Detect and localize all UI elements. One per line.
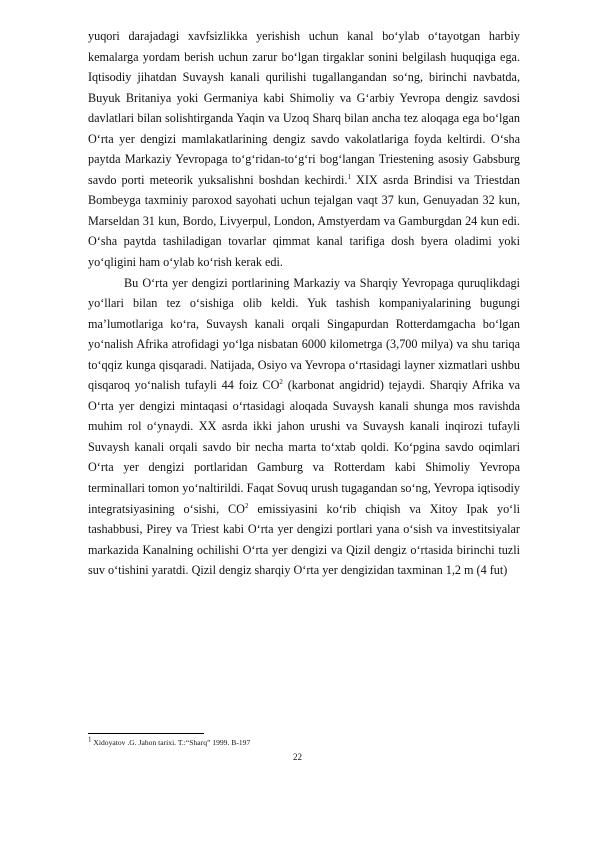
subscript-2: 2 [279, 378, 283, 387]
subscript-2: 2 [244, 501, 249, 510]
paragraph-text: Bu O‘rta yer dengizi portlarining Markaziy va Sharqiy Yevropaga quruqlikdagi yo‘llari bilan tez o‘sishiga olib keldi. Yuk tashish kompaniyalarining bugungi ma’lumotlariga ko‘ra, Suvaysh kanali orqali Singapurdan Rotterdamgacha bo‘lgan yo‘nalish Afrika atrofidagi yo‘lga nisbatan 6000 kilometrga (3,700 milya) va shu tariqa to‘qqiz kunga qisqaradi. Natijada, Osiyo va Yevropa o‘rtasidagi layner xizmatlari ushbu qisqaroq yo‘nalish tufayli 44 foiz CO [88, 275, 520, 393]
paragraph-text: yuqori darajadagi xavfsizlikka yerishish uchun kanal bo‘ylab o‘tayotgan harbiy kemalarga yordam berish uchun zarur bo‘lgan tirgaklar sonini belgilash huquqiga ega. Iqtisodiy jihatdan Suvaysh kanali qurilishi tugallangandan so‘ng, birinchi navbatda, Buyuk Britaniya yoki Germaniya kabi Shimoliy va G‘arbiy Yevropa dengiz savdosi davlatlari bilan solishtirganda Yaqin va Uzoq Sharq bilan ancha tez aloqaga ega bo‘lgan O‘rta yer dengizi mamlakatlarining dengiz savdo vakolatlariga foyda keltirdi. O‘sha paytda Markaziy Yevropaga to‘g‘ridan-to‘g‘ri bog‘langan Triestening asosiy Gabsburg savdo porti meteorik yuksalishni boshdan kechirdi. [88, 29, 520, 187]
paragraph-text: emissiyasini ko‘rib chiqish va Xitoy Ipak yo‘li tashabbusi, Pirey va Triest kabi O‘rta yer dengizi portlari yana o‘sish va investitsiyalar markazida Kanalning ochilishi O‘rta yer dengizi va Qizil dengiz o‘rtasida birinchi tuzli suv o‘tishini yaratdi. Qizil dengiz sharqiy O‘rta yer dengizidan taxminan 1,2 m (4 fut) [88, 501, 520, 578]
footnote [88, 735, 520, 748]
paragraph-text: XIX asrda Brindisi va Triestdan Bombeyga taxminiy paroxod sayohati uchun tejalgan vaqt 37 kun, Genuyadan 32 kun, Marseldan 31 kun, Bordo, Livyerpul, London, Amstyerdam va Gamburgdan 24 kun edi. O‘sha paytda tashiladigan tovarlar qimmat kanal tarifiga dosh byera oladimi yoki yo‘qligini ham o‘ylab ko‘rish kerak edi. [88, 172, 521, 270]
footnote-marker: 1 [88, 735, 92, 744]
footnote-ref[interactable]: 1 [347, 172, 351, 181]
footnote-separator [88, 733, 204, 734]
page-number: 22 [293, 752, 302, 762]
paragraph-text: (karbonat angidrid) tejaydi. Sharqiy Afrika va O‘rta yer dengizi mintaqasi o‘rtasidagi aloqada Suvaysh kanali shunga mos ravishda muhim rol o‘ynaydi. XX asrda ikki jahon urushi va Suvaysh kanali inqirozi tufayli Suvaysh kanali orqali savdo bir necha marta to‘xtab qoldi. Ko‘pgina savdo oqimlari O‘rta yer dengizi portlaridan Gamburg va Rotterdam kabi Shimoliy Yevropa terminallari tomon yo‘naltirildi. Faqat Sovuq urush tugagandan so‘ng, Yevropa iqtisodiy integratsiyasining o‘sishi, CO [88, 378, 520, 516]
page-body [88, 26, 520, 581]
footnote-text: Xidoyatov .G. Jahon tarixi. T.:“Sharq” 1999. B-197 [91, 738, 251, 747]
paragraph-1 [88, 26, 520, 273]
paragraph-2 [88, 273, 520, 581]
